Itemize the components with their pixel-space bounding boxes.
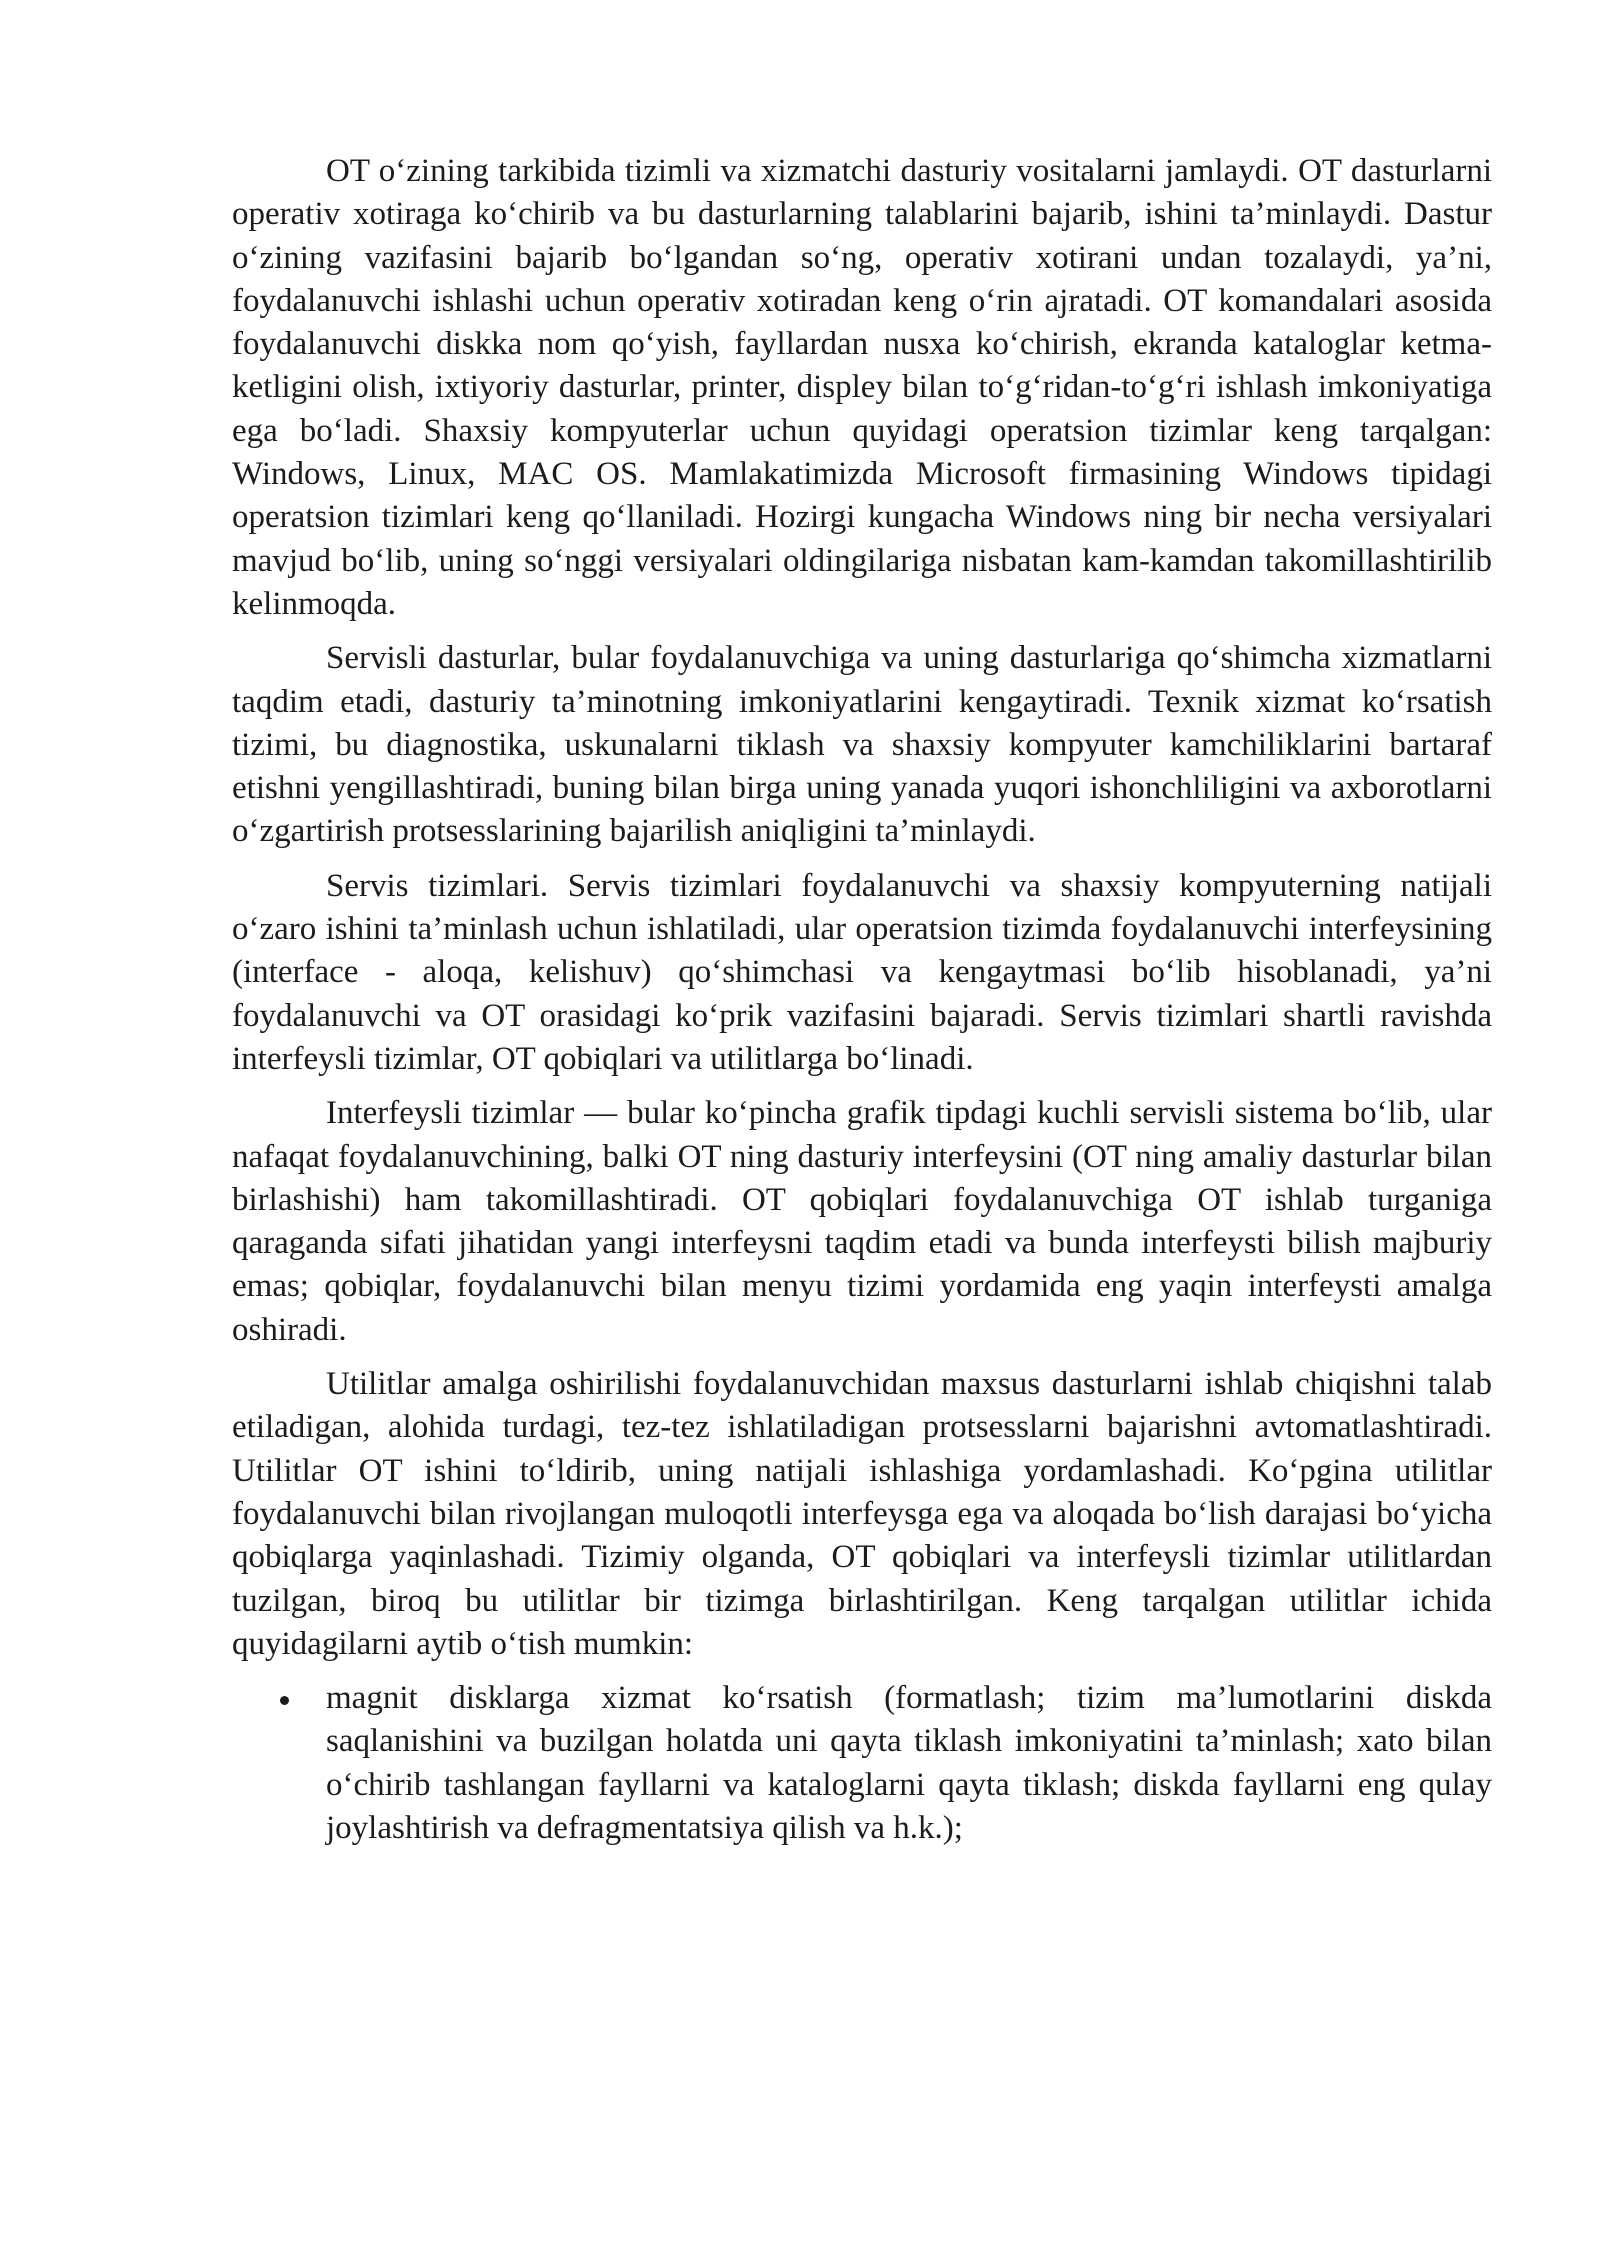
paragraph-service-programs: Servisli dasturlar, bular foydalanuvchiga va uning dasturlariga qo‘shimcha xizmatlarni taqdim etadi, dasturiy ta’minotning imkoniyatlarini kengaytiradi. Texnik xizmat ko‘rsatish tizimi, bu diagnostika, uskunalarni tiklash va shaxsiy kompyuter kamchiliklarini bartaraf etishni yengillashtiradi, buning bilan birga uning yanada yuqori ishonchliligini va axborotlarni o‘zgartirish protsesslarining bajarilish aniqligini ta’minlaydi.	[232, 640, 1492, 850]
bullet-icon	[280, 1677, 290, 1720]
paragraph-utilities: Utilitlar amalga oshirilishi foydalanuvchidan maxsus dasturlarni ishlab chiqishni talab etiladigan, alohida turdagi, tez-tez ishlatiladigan protsesslarni bajarishni avtomatlashtiradi. Utilitlar OT ishini to‘ldirib, uning natijali ishlashiga yordamlashadi. Ko‘pgina utilitlar foydalanuvchi bilan rivojlangan muloqotli interfeysga ega va aloqada bo‘lish darajasi bo‘yicha qobiqlarga yaqinlashadi. Tizimiy olganda, OT qobiqlari va interfeysli tizimlar utilitlardan tuzilgan, biroq bu utilitlar bir tizimga birlashtirilgan. Keng tarqalgan utilitlar ichida quyidagilarni aytib o‘tish mumkin:	[232, 1366, 1492, 1662]
list-item-text: magnit disklarga xizmat ko‘rsatish (formatlash; tizim ma’lumotlarini diskda saqlanishini va buzilgan holatda uni qayta tiklash imkoniyatini ta’minlash; xato bilan o‘chirib tashlangan fayllarni va kataloglarni qayta tiklash; diskda fayllarni eng qulay joylashtirish va defragmentatsiya qilish va h.k.);	[326, 1680, 1492, 1846]
paragraph-interface-systems: Interfeysli tizimlar — bular ko‘pincha grafik tipdagi kuchli servisli sistema bo‘lib, ular nafaqat foydalanuvchining, balki OT ning dasturiy interfeysini (OT ning amaliy dasturlar bilan birlashishi) ham takomillashtiradi. OT qobiqlari foydalanuvchiga OT ishlab turganiga qaraganda sifati jihatidan yangi interfeysni taqdim etadi va bunda interfeysti bilish majburiy emas; qobiqlar, foydalanuvchi bilan menyu tizimi yordamida eng yaqin interfeysti amalga oshiradi.	[232, 1095, 1492, 1348]
utilities-list	[232, 1677, 1492, 1850]
paragraph-service-systems: Servis tizimlari. Servis tizimlari foydalanuvchi va shaxsiy kompyuterning natijali o‘zaro ishini ta’minlash uchun ishlatiladi, ular operatsion tizimda foydalanuvchi interfeysining (interface - aloqa, kelishuv) qo‘shimchasi va kengaytmasi bo‘lib hisoblanadi, ya’ni foydalanuvchi va OT orasidagi ko‘prik vazifasini bajaradi. Servis tizimlari shartli ravishda interfeysli tizimlar, OT qobiqlari va utilitlarga bo‘linadi.	[232, 867, 1492, 1077]
document-page	[232, 150, 1492, 1850]
paragraph-os-overview: OT o‘zining tarkibida tizimli va xizmatchi dasturiy vositalarni jamlaydi. OT dasturlarni operativ xotiraga ko‘chirib va bu dasturlarning talablarini bajarib, ishini ta’minlaydi. Dastur o‘zining vazifasini bajarib bo‘lgandan so‘ng, operativ xotirani undan tozalaydi, ya’ni, foydalanuvchi ishlashi uchun operativ xotiradan keng o‘rin ajratadi. OT komandalari asosida foydalanuvchi diskka nom qo‘yish, fayllardan nusxa ko‘chirish, ekranda kataloglar ketma-ketligini olish, ixtiyoriy dasturlar, printer, displey bilan to‘g‘ridan-to‘g‘ri ishlash imkoniyatiga ega bo‘ladi. Shaxsiy kompyuterlar uchun quyidagi operatsion tizimlar keng tarqalgan: Windows, Linux, MAC OS. Mamlakatimizda Microsoft firmasining Windows tipidagi operatsion tizimlari keng qo‘llaniladi. Hozirgi kungacha Windows ning bir necha versiyalari mavjud bo‘lib, uning so‘nggi versiyalari oldingilariga nisbatan kam-kamdan takomillashtirilib kelinmoqda.	[232, 153, 1492, 622]
list-item	[232, 1677, 1492, 1850]
